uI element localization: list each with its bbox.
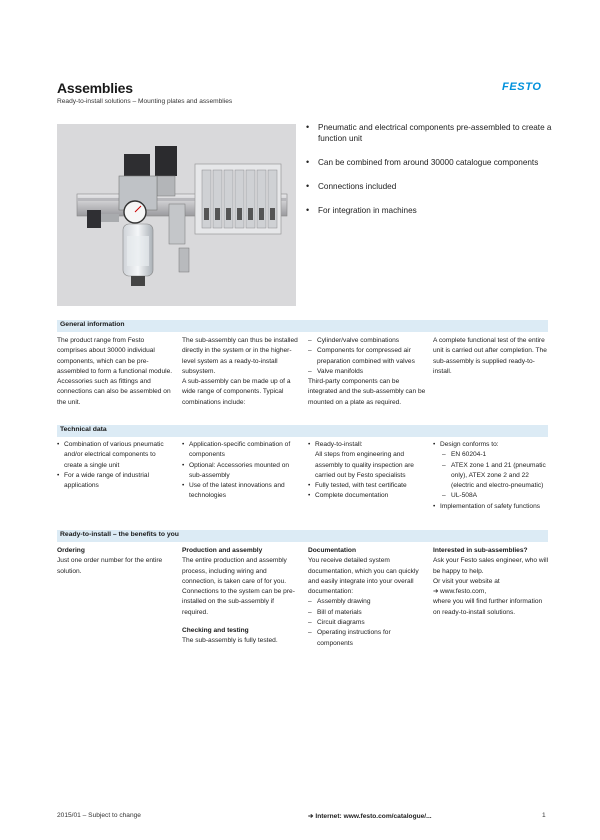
product-photo [57, 124, 296, 306]
list-item: – Assembly drawing [308, 597, 426, 607]
footer-internet-link[interactable] [308, 812, 432, 820]
paragraph: You receive detailed system documentation, which you can quickly and easily integrate into your overall documentation: [308, 557, 419, 596]
list-item: • Application-specific combination of components [182, 440, 300, 461]
list-item: • For a wide range of industrial applications [57, 471, 175, 492]
general-col-1 [57, 336, 175, 408]
list-item: • Fully tested, with test certificate [308, 481, 426, 491]
paragraph: The sub-assembly is fully tested. [182, 637, 278, 645]
section-bar-general [57, 320, 548, 332]
footer-link-text: Internet: www.festo.com/catalogue/... [315, 813, 432, 820]
general-col-2 [182, 336, 300, 408]
benefits-col-1 [57, 546, 175, 577]
page-subtitle: Ready-to-install solutions – Mounting plates and assemblies [57, 98, 233, 105]
section-heading: Ready-to-install – the benefits to you [60, 531, 179, 538]
assembly-illustration [57, 124, 296, 306]
benefits-col-2 [182, 546, 300, 647]
page-number: 1 [542, 812, 546, 819]
list-item: • Combination of various pneumatic and/or electrical components to create a single unit [57, 440, 175, 471]
paragraph: Third-party components can be integrated and the sub-assembly can be mounted on a plate as required. [308, 378, 426, 406]
paragraph: Just one order number for the entire solution. [57, 557, 163, 575]
technical-col-4 [433, 440, 551, 512]
paragraph: Or visit your website at [433, 577, 500, 585]
intro-bullet: • For integration in machines [306, 205, 554, 216]
paragraph: A sub-assembly can be made up of a wide range of components. Typical combinations include: [182, 378, 291, 406]
festo-logo: FESTO [502, 81, 542, 93]
column-heading: Checking and testing [182, 627, 249, 635]
list-item-detail: All steps from engineering and assembly to quality inspection are carried out by Festo specialists [315, 451, 414, 479]
list-item: • Use of the latest innovations and technologies [182, 481, 300, 502]
section-heading: Technical data [60, 426, 107, 433]
benefits-col-4 [433, 546, 551, 618]
paragraph: The entire production and assembly process, including wiring and connection, is taken care of for you. Connections to the system can be pre-installed on the sub-assembly if required. [182, 557, 295, 616]
technical-col-3 [308, 440, 426, 502]
list-item: – Operating instructions for components [308, 628, 426, 649]
technical-col-2 [182, 440, 300, 502]
page-title: Assemblies [57, 80, 133, 96]
technical-col-1 [57, 440, 175, 491]
footer-date: 2015/01 – Subject to change [57, 812, 141, 819]
column-heading: Interested in sub-assemblies? [433, 547, 528, 554]
list-item: • Design conforms to: [433, 440, 551, 450]
section-bar-benefits [57, 530, 548, 542]
list-item: – Components for compressed air preparation combined with valves [308, 346, 426, 367]
paragraph: where you will find further information on ready-to-install solutions. [433, 598, 543, 616]
sub-list-item: – UL-508A [433, 491, 551, 501]
website-link[interactable]: ➔ www.festo.com, [433, 587, 551, 597]
column-heading: Production and assembly [182, 547, 263, 554]
list-item: – Cylinder/valve combinations [308, 336, 426, 346]
intro-bullet-list [306, 122, 554, 229]
list-item: • Complete documentation [308, 491, 426, 501]
benefits-col-3 [308, 546, 426, 649]
paragraph: A complete functional test of the entire unit is carried out after completion. The sub-assembly is supplied ready-to-install. [433, 337, 547, 375]
general-col-3 [308, 336, 426, 408]
column-heading: Ordering [57, 547, 85, 554]
intro-bullet: • Can be combined from around 30000 catalogue components [306, 157, 554, 168]
paragraph: The product range from Festo comprises about 30000 individual components, which can be pre-assembled to form a functional module. Accessories such as fittings and connections can also be assembled on the unit. [57, 337, 173, 406]
paragraph: The sub-assembly can thus be installed directly in the system or in the higher-level system as a ready-to-install subsystem. [182, 337, 298, 375]
sub-list-item: – EN 60204-1 [433, 450, 551, 460]
list-item: • Ready-to-install: [308, 440, 426, 450]
intro-bullet: • Pneumatic and electrical components pre-assembled to create a function unit [306, 122, 554, 144]
list-item: – Valve manifolds [308, 367, 426, 377]
section-heading: General information [60, 321, 125, 328]
column-heading: Documentation [308, 547, 356, 554]
list-item: • Implementation of safety functions [433, 502, 551, 512]
intro-bullet: • Connections included [306, 181, 554, 192]
list-item: • Optional: Accessories mounted on sub-assembly [182, 461, 300, 482]
paragraph: Ask your Festo sales engineer, who will be happy to help. [433, 557, 549, 575]
list-item: – Bill of materials [308, 608, 426, 618]
general-col-4 [433, 336, 551, 377]
arrow-right-icon: ➔ [308, 813, 316, 820]
section-bar-technical [57, 425, 548, 437]
list-item: – Circuit diagrams [308, 618, 426, 628]
sub-list-item: – ATEX zone 1 and 21 (pneumatic only), ATEX zone 2 and 22 (electric and electro-pneumatic) [433, 461, 551, 492]
